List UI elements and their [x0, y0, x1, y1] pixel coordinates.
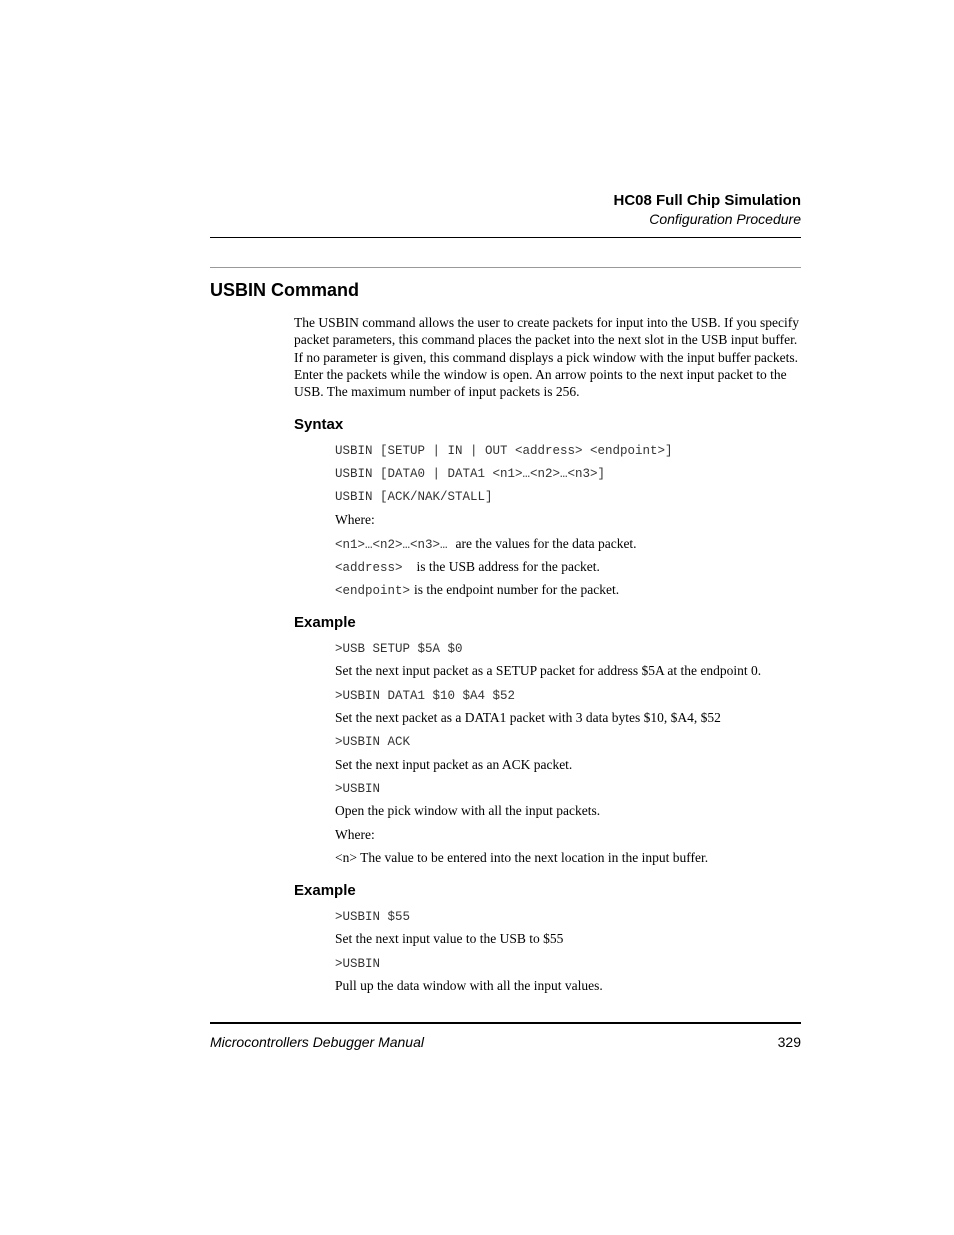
param-row — [335, 581, 619, 600]
example-description: Set the next input packet as a SETUP packet for address $5A at the endpoint 0. — [335, 663, 762, 678]
param-name: <endpoint> — [335, 584, 411, 598]
section-rule — [210, 267, 801, 268]
header-subtitle: Configuration Procedure — [649, 211, 801, 227]
where-label: Where: — [335, 827, 375, 842]
param-row — [335, 535, 637, 554]
example-heading: Example — [294, 882, 356, 899]
example-description: Pull up the data window with all the input values. — [335, 978, 603, 993]
example-command: >USBIN $55 — [335, 910, 411, 924]
header-rule — [210, 237, 801, 238]
syntax-heading: Syntax — [294, 416, 344, 433]
header-title: HC08 Full Chip Simulation — [613, 192, 801, 209]
example-description: Set the next input packet as an ACK packet. — [335, 757, 573, 772]
param-row — [335, 558, 600, 577]
footer-rule — [210, 1022, 801, 1024]
where-label: Where: — [335, 512, 375, 527]
param-name: <n1>…<n2>…<n3>… — [335, 538, 448, 552]
example-description: Set the next input value to the USB to $55 — [335, 931, 564, 946]
intro-paragraph: The USBIN command allows the user to create packets for input into the USB. If you specify packet parameters, this command places the packet into the next slot in the USB input buffer. If no parameter is given, this command displays a pick window with the input buffer packets. Enter the packets while the window is open. An arrow points to the next input packet to the USB. The maximum number of input packets is 256. — [294, 315, 800, 400]
example-description: Set the next packet as a DATA1 packet with 3 data bytes $10, $A4, $52 — [335, 710, 721, 725]
where-description: <n> The value to be entered into the next location in the input buffer. — [335, 850, 709, 865]
example-command: >USBIN ACK — [335, 735, 411, 749]
running-header — [210, 191, 801, 229]
example-description: Open the pick window with all the input packets. — [335, 803, 601, 818]
footer-manual-title: Microcontrollers Debugger Manual — [210, 1034, 424, 1050]
example-command: >USBIN — [335, 957, 381, 971]
page-number: 329 — [777, 1034, 801, 1050]
param-desc: are the values for the data packet. — [455, 536, 637, 551]
section-title: USBIN Command — [210, 280, 360, 300]
param-name: <address> — [335, 561, 403, 575]
param-desc: is the USB address for the packet. — [416, 559, 600, 574]
syntax-line: USBIN [DATA0 | DATA1 <n1>…<n2>…<n3>] — [335, 467, 606, 481]
param-desc: is the endpoint number for the packet. — [414, 582, 620, 597]
syntax-line: USBIN [ACK/NAK/STALL] — [335, 490, 493, 504]
example-heading: Example — [294, 614, 356, 631]
example-command: >USB SETUP $5A $0 — [335, 642, 463, 656]
example-command: >USBIN — [335, 782, 381, 796]
syntax-line: USBIN [SETUP | IN | OUT <address> <endpoint>] — [335, 444, 673, 458]
example-command: >USBIN DATA1 $10 $A4 $52 — [335, 689, 516, 703]
